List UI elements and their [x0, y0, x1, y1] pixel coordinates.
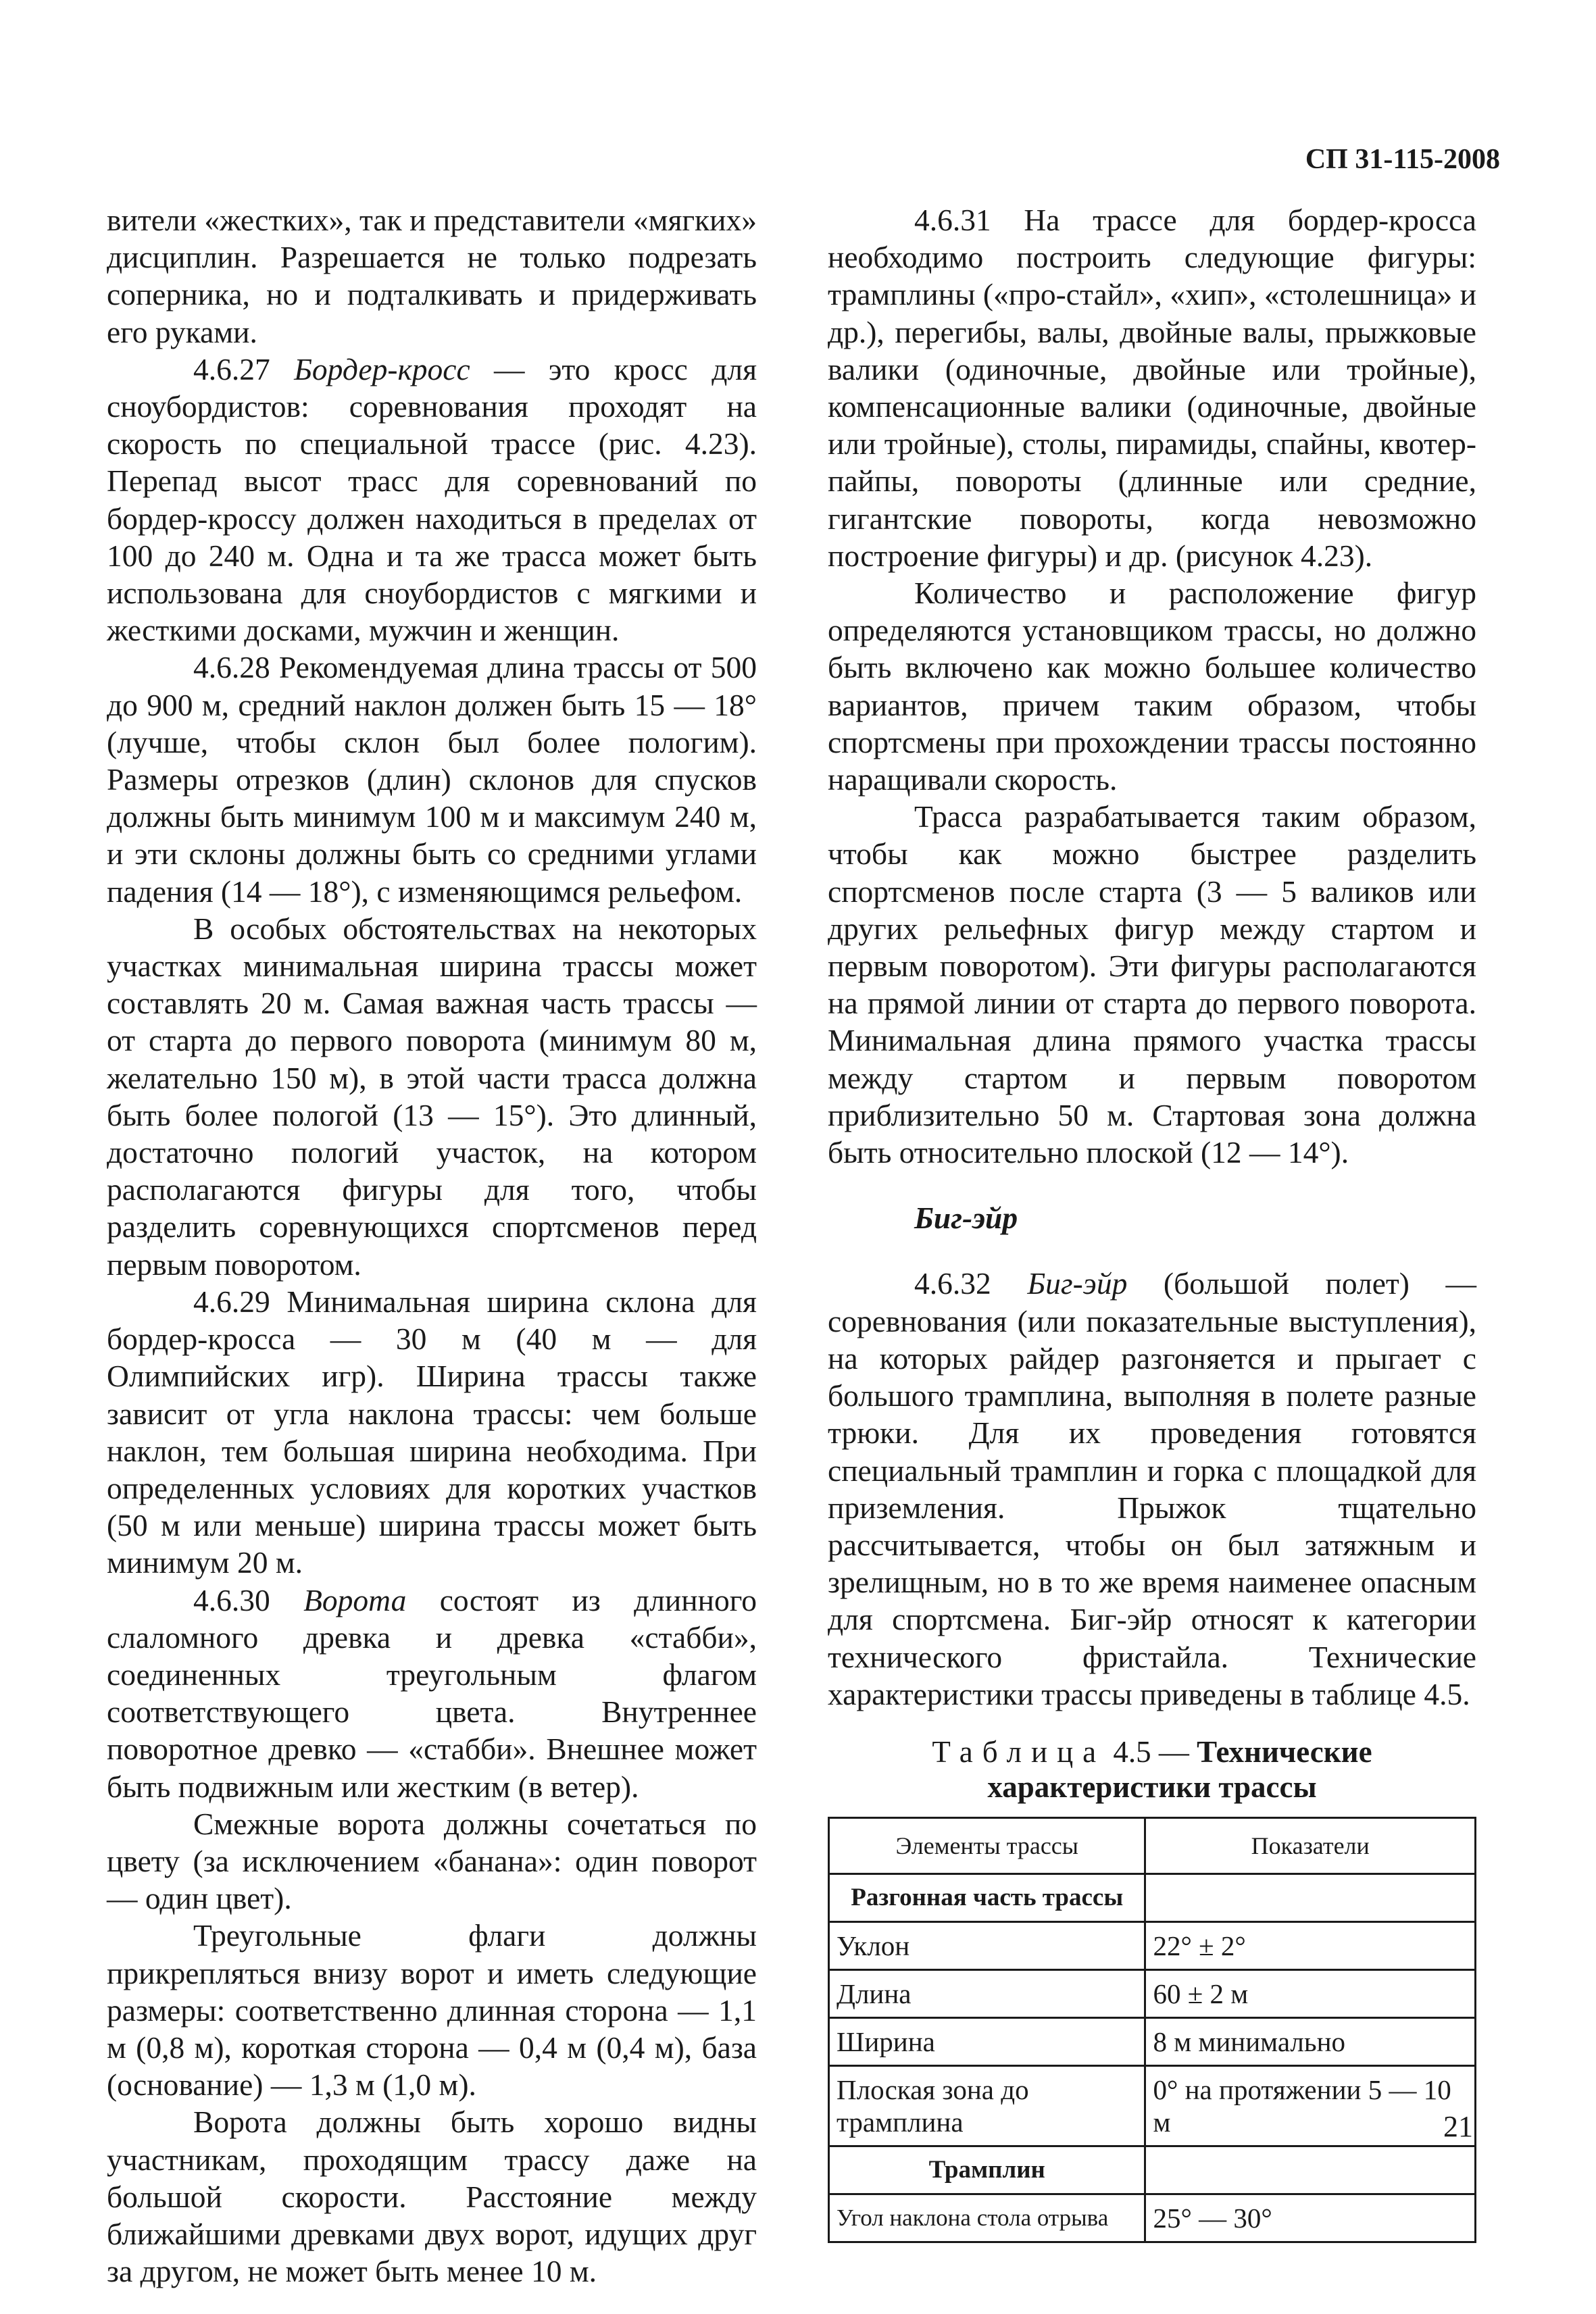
- paragraph-4-6-29: 4.6.29 Минимальная ширина склона для бордер-кросса — 30 м (40 м — для Олимпийских игр). Ширина трассы также зависит от угла наклона трассы: чем больше наклон, тем большая ширина необходима. При определенных условиях для коротких участков (50 м или меньше) ширина трассы может быть минимум 20 м.: [107, 1284, 757, 1580]
- table-cell: 60 ± 2 м: [1145, 1969, 1476, 2017]
- paragraph-4-6-28: 4.6.28 Рекомендуемая длина трассы от 500 до 900 м, средний наклон должен быть 15 — 18° (лучше, чтобы склон был более пологим). Размеры отрезков (длин) склонов для спусков должны быть минимум 100 м и максимум 240 м, и эти склоны должны быть со средними углами падения (14 — 18°), с изменяющимся рельефом.: [107, 650, 757, 909]
- table-cell: [1145, 2146, 1476, 2194]
- paragraph: Трасса разрабатывается таким образом, чтобы как можно быстрее разделить спортсменов после старта (3 — 5 валиков или других рельефных фигур между стартом и первым поворотом). Эти фигуры располагаются на прямой линии от старта до первого поворота. Минимальная длина прямого участка трассы между стартом и первым поворотом приблизительно 50 м. Стартовая зона должна быть относительно плоской (12 — 14°).: [828, 799, 1476, 1170]
- table-group-cell: Трамплин: [829, 2146, 1145, 2194]
- paragraph-4-6-30: 4.6.30 Ворота состоят из длинного слаломного древка и древка «стабби», соединенных треугольным флагом соответствующего цвета. Внутреннее поворотное древко — «стабби». Внешнее может быть подвижным или жестким (в ветер).: [107, 1582, 757, 1804]
- right-column: [828, 201, 1476, 2243]
- table-cell: Ширина: [829, 2017, 1145, 2065]
- table-cell: 25° — 30°: [1145, 2194, 1476, 2242]
- table-cell: Длина: [829, 1969, 1145, 2017]
- table-caption: Таблица 4.5 — Технические характеристики трассы: [932, 1734, 1372, 1804]
- table-cell: [1145, 1873, 1476, 1921]
- table-row: [829, 1969, 1476, 2017]
- table-cell: 8 м минимально: [1145, 2017, 1476, 2065]
- table-cell: Плоская зона до трамплина: [829, 2065, 1145, 2146]
- technical-characteristics-table: [828, 1817, 1476, 2243]
- table-header-row: [829, 1817, 1476, 1873]
- table-group-cell: Разгонная часть трассы: [829, 1873, 1145, 1921]
- document-code: СП 31-115-2008: [1305, 144, 1500, 175]
- paragraph: Количество и расположение фигур определяются установщиком трассы, но должно быть включено как можно большее количество вариантов, причем таким образом, чтобы спортсмены при прохождении трассы постоянно наращивали скорость.: [828, 576, 1476, 797]
- table-cell: Уклон: [829, 1921, 1145, 1969]
- paragraph: Треугольные флаги должны прикрепляться внизу ворот и иметь следующие размеры: соответственно длинная сторона — 1,1 м (0,8 м), короткая сторона — 0,4 м (0,4 м), база (основание) — 1,3 м (1,0 м).: [107, 1918, 757, 2103]
- table-row: [829, 1921, 1476, 1969]
- paragraph-4-6-31: 4.6.31 На трассе для бордер-кросса необходимо построить следующие фигуры: трамплины («про-стайл», «хип», «столешница» и др.), перегибы, валы, двойные валы, прыжковые валики (одиночные, двойные или тройные), компенсационные валики (одиночные, двойные или тройные), столы, пирамиды, спайны, квотер-пайпы, повороты (длинные или средние, гигантские повороты, когда невозможно построение фигуры) и др. (рисунок 4.23).: [828, 203, 1476, 573]
- column-header: Показатели: [1145, 1817, 1476, 1873]
- page-number: 21: [1443, 2110, 1473, 2143]
- table-row: [829, 1873, 1476, 1921]
- section-title: Биг-эйр: [914, 1201, 1018, 1236]
- paragraph: В особых обстоятельствах на некоторых участках минимальная ширина трассы может составлять 20 м. Самая важная часть трассы — от старта до первого поворота (минимум 80 м, желательно 150 м), в этой части трасса должна быть более пологой (13 — 15°). Это длинный, достаточно пологий участок, на котором располагаются фигуры для того, чтобы разделить соревнующихся спортсменов перед первым поворотом.: [107, 911, 757, 1282]
- paragraph: Ворота должны быть хорошо видны участникам, проходящим трассу даже на большой скорости. Расстояние между ближайшими древками двух ворот, идущих друг за другом, не может быть менее 10 м.: [107, 2105, 757, 2289]
- column-header: Элементы трассы: [829, 1817, 1145, 1873]
- table-cell: Угол наклона стола отрыва: [829, 2194, 1145, 2242]
- table-row: [829, 2146, 1476, 2194]
- paragraph-4-6-32: 4.6.32 Биг-эйр (большой полет) — соревнования (или показательные выступления), на которых райдер разгоняется и прыгает с большого трамплина, выполняя в полете разные трюки. Для их проведения готовятся специальный трамплин и горка с площадкой для приземления. Прыжок тщательно рассчитывается, чтобы он был затяжным и зрелищным, но в то же время наименее опасным для спортсмена. Биг-эйр относят к категории технического фристайла. Технические характеристики трассы приведены в таблице 4.5.: [828, 1266, 1477, 1711]
- table-row: [829, 2017, 1476, 2065]
- table-row: [829, 2194, 1476, 2242]
- table-row: [829, 2065, 1476, 2146]
- table-cell: 0° на протяжении 5 — 10 м: [1145, 2065, 1476, 2146]
- left-column: [107, 201, 757, 2290]
- table-cell: 22° ± 2°: [1145, 1921, 1476, 1969]
- paragraph: вители «жестких», так и представители «мягких» дисциплин. Разрешается не только подрезать соперника, но и подталкивать и придерживать его руками.: [107, 203, 757, 349]
- paragraph-4-6-27: 4.6.27 Бордер-кросс — это кросс для сноубордистов: соревнования проходят на скорость по специальной трассе (рис. 4.23). Перепад высот трасс для соревнований по бордер-кроссу должен находиться в пределах от 100 до 240 м. Одна и та же трасса может быть использована для сноубордистов с мягкими и жесткими досками, мужчин и женщин.: [107, 351, 757, 648]
- paragraph: Смежные ворота должны сочетаться по цвету (за исключением «банана»: один поворот — один цвет).: [107, 1806, 757, 1916]
